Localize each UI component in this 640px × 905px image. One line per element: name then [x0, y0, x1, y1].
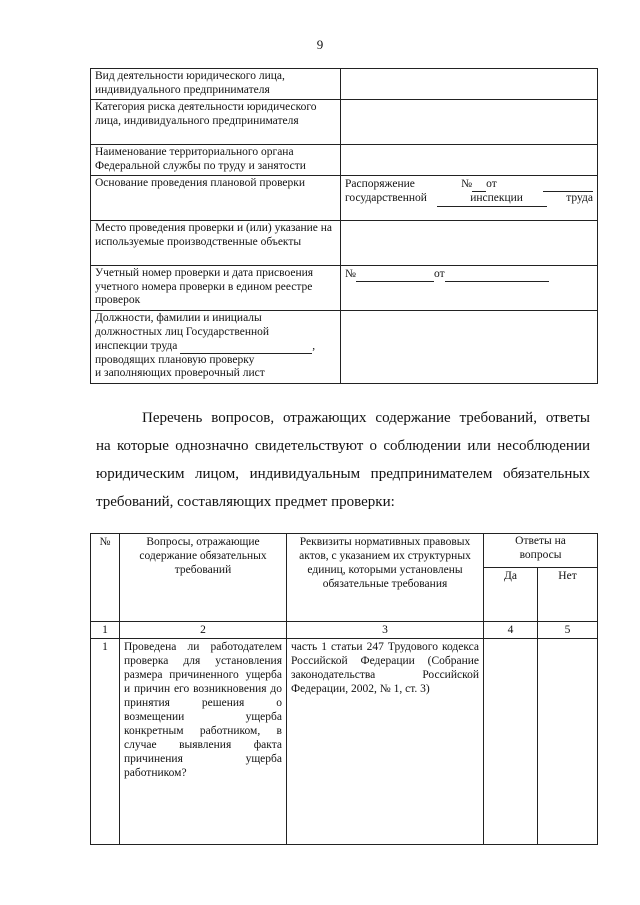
page-number: 9	[316, 37, 324, 52]
row-territorial-body-value[interactable]	[341, 145, 598, 176]
basis-word-state: государственной	[345, 191, 427, 204]
row-risk-category-value[interactable]	[341, 100, 598, 145]
row-basis-label: Основание проведения плановой проверки	[91, 176, 341, 221]
basis-date-blank[interactable]	[543, 177, 593, 192]
column-number-4: 4	[484, 622, 538, 639]
row-activity-value[interactable]	[341, 69, 598, 100]
basis-underline	[437, 205, 547, 207]
row-location-value[interactable]	[341, 221, 598, 266]
basis-order-word: Распоряжение	[345, 178, 415, 190]
column-number-3: 3	[287, 622, 484, 639]
row-officials-value[interactable]	[341, 311, 598, 384]
table-row	[91, 639, 598, 845]
basis-line-1	[345, 177, 593, 192]
basis-number-field: № от	[461, 178, 497, 190]
officials-inspection-blank[interactable]	[180, 339, 312, 354]
row-registration-label: Учетный номер проверки и дата присвоения учетного номера проверки в едином реестре проверок	[91, 266, 341, 311]
row-location-label: Место проведения проверки и (или) указание на используемые производственные объекты	[91, 221, 341, 266]
row-registration-value[interactable]	[341, 266, 598, 311]
answer-yes-cell[interactable]	[484, 639, 538, 845]
intro-rest-text: на которые однозначно свидетельствуют о соблюдении или несоблюдении юридическим лицом, индивидуальным предпринимателем обязательных требований, составляющих предмет проверки:	[96, 438, 590, 510]
inspection-info-table	[90, 68, 598, 384]
header-answers: Ответы на вопросы	[484, 534, 598, 568]
officials-line-1: Должности, фамилии и инициалы	[95, 312, 262, 324]
basis-word-inspection: инспекции	[470, 191, 523, 204]
questions-table	[90, 533, 598, 845]
row-basis-value[interactable]	[341, 176, 598, 221]
question-number: 1	[91, 639, 120, 845]
header-number: №	[91, 534, 120, 622]
header-no-answer: Нет	[538, 568, 598, 622]
answer-no-cell[interactable]	[538, 639, 598, 845]
header-yes: Да	[484, 568, 538, 622]
row-territorial-body-label: Наименование территориального органа Федеральной службы по труду и занятости	[91, 145, 341, 176]
officials-line-3: инспекции труда ,	[95, 340, 316, 353]
officials-line-2: должностных лиц Государственной	[95, 325, 270, 338]
question-text: Проведена ли работодателем проверка для установления размера причиненного ущерба и причин его возникновения до принятия решения о возмещении ущерба конкретным работником, в случае выявления факта причинения ущерба работником?	[120, 639, 287, 845]
row-activity-label: Вид деятельности юридического лица, индивидуального предпринимателя	[91, 69, 341, 100]
officials-line-5: и заполняющих проверочный лист	[95, 367, 265, 380]
row-officials-label	[91, 311, 341, 384]
column-number-1: 1	[91, 622, 120, 639]
row-risk-category-label: Категория риска деятельности юридического лица, индивидуального предпринимателя	[91, 100, 341, 145]
column-number-2: 2	[120, 622, 287, 639]
question-requisites: часть 1 статьи 247 Трудового кодекса Российской Федерации (Собрание законодательства Российской Федерации, 2002, № 1, ст. 3)	[287, 639, 484, 845]
column-number-5: 5	[538, 622, 598, 639]
intro-first-line: Перечень вопросов, отражающих содержание требований, ответы	[142, 410, 590, 426]
officials-line-4: проводящих плановую проверку	[95, 353, 255, 366]
reg-from-word: от	[433, 268, 445, 280]
reg-number-sign: №	[345, 268, 356, 280]
questions-intro-paragraph	[96, 404, 590, 516]
header-requisites: Реквизиты нормативных правовых актов, с указанием их структурных единиц, которыми установлены обязательные требования	[287, 534, 484, 622]
reg-date-blank[interactable]	[445, 267, 549, 282]
header-question: Вопросы, отражающие содержание обязательных требований	[120, 534, 287, 622]
basis-line-2	[345, 192, 593, 206]
reg-number-blank[interactable]	[356, 267, 434, 282]
basis-word-labor: труда	[566, 191, 593, 204]
